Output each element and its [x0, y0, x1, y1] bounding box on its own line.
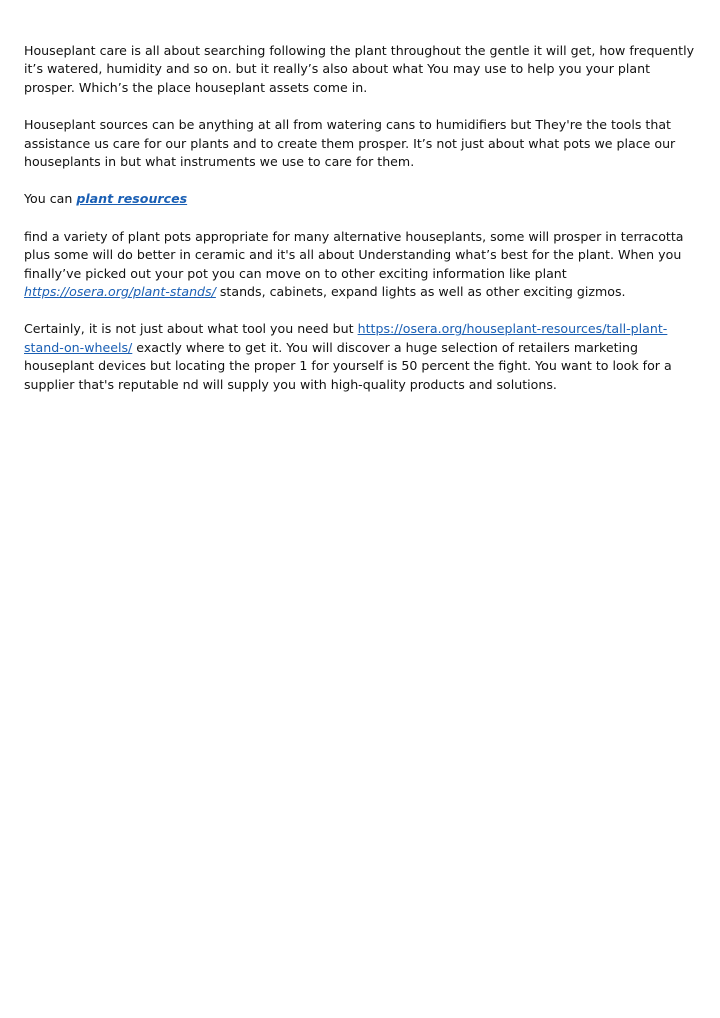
paragraph-pots: [24, 228, 700, 302]
paragraph-where: [24, 320, 700, 394]
pots-text-after: stands, cabinets, expand lights as well as other exciting gizmos.: [215, 284, 626, 300]
plant-stands-link[interactable]: https://osera.org/plant-stands/: [24, 284, 216, 300]
document-body: [24, 42, 700, 413]
paragraph-sources: Houseplant sources can be anything at all from watering cans to humidifiers but They're the tools that assistance us care for our plants and to create them prosper. It’s not just about what pots we place our houseplants in but what instruments we use to care for them.: [24, 117, 676, 170]
plant-resources-link[interactable]: plant resources: [76, 191, 188, 207]
pots-text-before: find a variety of plant pots appropriate for many alternative houseplants, some will prosper in terracotta plus some will do better in ceramic and it's all about Understanding what’s best for the plant. When you finally’ve picked out your pot you can move on to other exciting information like plant: [24, 228, 684, 281]
paragraph-intro: Houseplant care is all about searching following the plant throughout the gentle it will get, how frequently it’s watered, humidity and so on. but it really’s also about what You may use to help you your plant prosper. Which’s the place houseplant assets come in.: [24, 43, 695, 95]
tall-plant-stand-link[interactable]: https://osera.org/houseplant-resources/tall-plant-stand-on-wheels/: [24, 321, 668, 355]
paragraph-you-can: [24, 190, 700, 208]
where-text-after: exactly where to get it. You will discover a huge selection of retailers marketing houseplant devices but locating the proper 1 for yourself is 50 percent the fight. You want to look for a supplier that's reputable nd will supply you with high-quality products and solutions.: [24, 339, 672, 392]
where-text-before: Certainly, it is not just about what tool you need but: [24, 321, 358, 337]
you-can-text: You can: [24, 191, 77, 207]
